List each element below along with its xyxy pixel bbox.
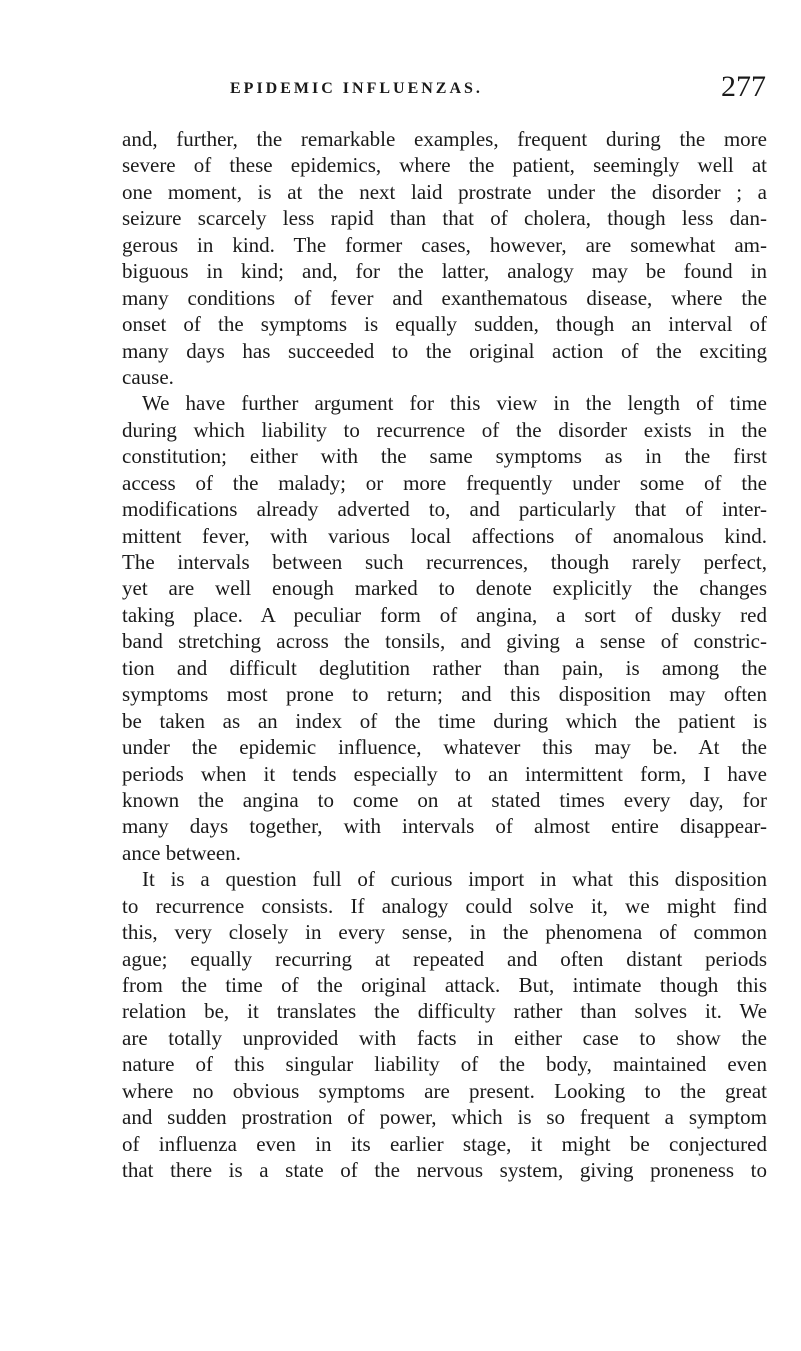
text-line: onset of the symptoms is equally sudden, though an interval of bbox=[122, 312, 767, 337]
text-line: We have further argument for this view in the length of time bbox=[142, 391, 767, 416]
text-line: biguous in kind; and, for the latter, analogy may be found in bbox=[122, 259, 767, 284]
text-line: many days has succeeded to the original action of the exciting bbox=[122, 338, 767, 363]
text-line: to recurrence consists. If analogy could solve it, we might find bbox=[122, 893, 767, 918]
text-line: and sudden prostration of power, which is so frequent a symptom bbox=[122, 1105, 767, 1130]
text-line: gerous in kind. The former cases, however, are somewhat am- bbox=[122, 232, 767, 257]
text-line: mittent fever, with various local affections of anomalous kind. bbox=[122, 523, 767, 548]
text-line: severe of these epidemics, where the patient, seemingly well at bbox=[122, 153, 767, 178]
text-line: many days together, with intervals of almost entire disappear- bbox=[122, 814, 767, 839]
text-line: relation be, it translates the difficulty rather than solves it. We bbox=[122, 999, 767, 1024]
text-line: taking place. A peculiar form of angina, a sort of dusky red bbox=[122, 602, 767, 627]
page-number: 277 bbox=[721, 70, 766, 103]
text-line: are totally unprovided with facts in either case to show the bbox=[122, 1025, 767, 1050]
text-line: access of the malady; or more frequently under some of the bbox=[122, 470, 767, 495]
text-line: modifications already adverted to, and particularly that of inter- bbox=[122, 497, 767, 522]
text-line: nature of this singular liability of the body, maintained even bbox=[122, 1052, 767, 1077]
text-line: constitution; either with the same symptoms as in the first bbox=[122, 444, 767, 469]
text-line: symptoms most prone to return; and this disposition may often bbox=[122, 682, 767, 707]
running-title: EPIDEMIC INFLUENZAS. bbox=[230, 80, 483, 97]
text-line: of influenza even in its earlier stage, it might be conjectured bbox=[122, 1131, 767, 1156]
text-line: ance between. bbox=[122, 840, 241, 865]
text-line: cause. bbox=[122, 364, 174, 389]
text-line: be taken as an index of the time during which the patient is bbox=[122, 708, 767, 733]
text-line: many conditions of fever and exanthematous disease, where the bbox=[122, 285, 767, 310]
text-line: known the angina to come on at stated times every day, for bbox=[122, 787, 767, 812]
text-line: It is a question full of curious import in what this disposition bbox=[142, 867, 767, 892]
text-line: under the epidemic influence, whatever this may be. At the bbox=[122, 735, 767, 760]
running-head bbox=[118, 72, 768, 112]
text-line: that there is a state of the nervous system, giving proneness to bbox=[122, 1158, 767, 1183]
text-line: seizure scarcely less rapid than that of cholera, though less dan- bbox=[122, 206, 767, 231]
text-line: The intervals between such recurrences, though rarely perfect, bbox=[122, 550, 767, 574]
text-line: where no obvious symptoms are present. Looking to the great bbox=[122, 1078, 767, 1103]
text-line: yet are well enough marked to denote explicitly the changes bbox=[122, 576, 767, 601]
text-line: band stretching across the tonsils, and giving a sense of constric- bbox=[122, 629, 767, 654]
text-line: from the time of the original attack. But, intimate though this bbox=[122, 973, 767, 997]
text-line: tion and difficult deglutition rather than pain, is among the bbox=[122, 655, 767, 680]
text-line: ague; equally recurring at repeated and often distant periods bbox=[122, 946, 767, 971]
text-line: one moment, is at the next laid prostrate under the disorder ; a bbox=[122, 179, 767, 204]
text-line: periods when it tends especially to an intermittent form, I have bbox=[122, 761, 767, 786]
text-line: and, further, the remarkable examples, frequent during the more bbox=[122, 127, 767, 151]
text-line: during which liability to recurrence of the disorder exists in the bbox=[122, 417, 767, 442]
body-text bbox=[122, 126, 767, 1184]
text-line: this, very closely in every sense, in the phenomena of common bbox=[122, 920, 767, 945]
